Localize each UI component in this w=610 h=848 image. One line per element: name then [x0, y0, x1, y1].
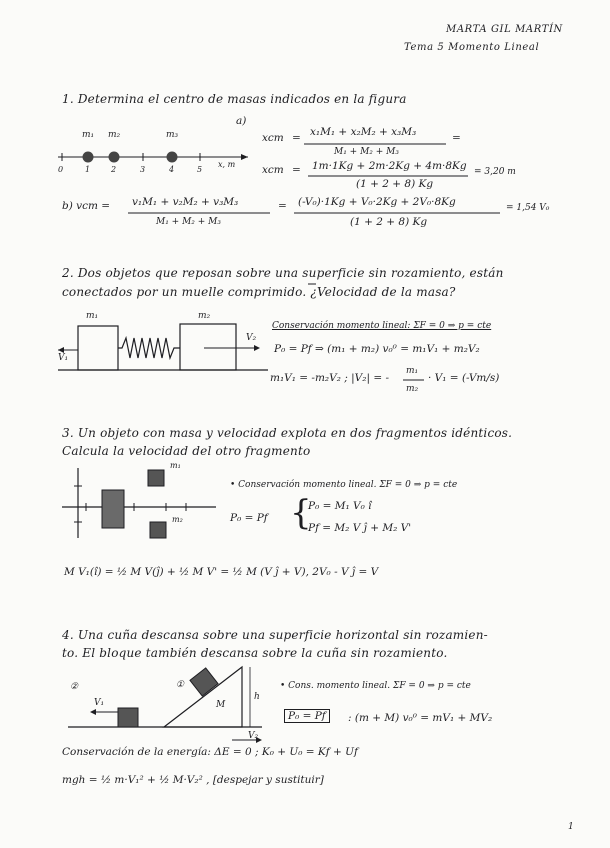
block-state-1 [190, 668, 218, 696]
xcm-calc-numerator: 1m·1Kg + 2m·2Kg + 4m·8Kg [312, 160, 467, 172]
q3-final-eq: M V₁(î) = ½ M V(ĵ) + ½ M V' = ½ M (V ĵ + V), 2V₀ - V ĵ = V [64, 566, 379, 578]
tick-label-5: 5 [197, 165, 203, 174]
state-2-label: ② [70, 682, 79, 692]
q3-sys-2: Pf = M₂ V ĵ + M₂ V' [308, 522, 412, 534]
vcm-formula-denominator: M₁ + M₂ + M₃ [156, 217, 221, 227]
wedge-mass-label: M [216, 700, 226, 710]
q2-line-2: conectados por un muelle comprimido. ¿Velocidad de la masa? [62, 285, 456, 299]
xcm-label: xcm [262, 164, 284, 176]
q4-p0-pf: P₀ = Pf [284, 709, 330, 723]
vcm-formula-numerator: v₁M₁ + v₂M₂ + v₃M₃ [132, 196, 239, 208]
page-number: 1 [568, 822, 574, 832]
equals-sign: = [292, 164, 301, 176]
author-name: MARTA GIL MARTÍN [446, 24, 563, 35]
q2-line-1: 2. Dos objetos que reposan sobre una superficie sin rozamiento, están [62, 266, 504, 280]
q3-line-2: Calcula la velocidad del otro fragmento [62, 444, 311, 458]
mass-1-label: m₁ [82, 130, 95, 140]
vcm-calc-denominator: (1 + 2 + 8) Kg [350, 216, 428, 228]
tick-label-2: 2 [111, 165, 117, 174]
tick-label-0: 0 [58, 165, 64, 174]
q4-momentum-eq: : (m + M) v₀⁰ = mV₁ + MV₂ [348, 712, 493, 724]
part-a-label: a) [236, 115, 247, 127]
topic-title: Tema 5 Momento Lineal [404, 42, 540, 53]
equals-sign: = [452, 132, 461, 144]
mass-3-label: m₃ [166, 130, 179, 140]
tick-label-1: 1 [85, 165, 91, 174]
tick-label-3: 3 [140, 165, 146, 174]
q4-mgh-eq: mgh = ½ m·V₁² + ½ M·V₂² , [despejar y sustituir] [62, 774, 324, 786]
height-label: h [254, 692, 260, 702]
q4-conservation: • Cons. momento lineal. ΣF = 0 ⇒ p = cte [280, 681, 471, 691]
fragment-2-label: m₂ [172, 515, 183, 524]
vcm-calc-numerator: (-V₀)·1Kg + V₀·2Kg + 2V₀·8Kg [298, 196, 456, 208]
q3-p0-pf: P₀ = Pf [230, 512, 268, 524]
vcm-result: = 1,54 V₀ [506, 203, 550, 213]
xcm-formula-numerator: x₁M₁ + x₂M₂ + x₃M₃ [310, 126, 417, 138]
system-brace: { [290, 493, 312, 533]
q2-conservation: Conservación momento lineal: ΣF = 0 ⇒ p = cte [272, 321, 492, 331]
equals-sign: = [278, 200, 287, 212]
v1-label: V₁ [58, 353, 69, 363]
xcm-formula-denominator: M₁ + M₂ + M₃ [334, 147, 399, 157]
m2-label: m₂ [198, 311, 211, 321]
mass-2-label: m₂ [108, 130, 121, 140]
v2-label: V₂ [248, 731, 259, 741]
q4-line-1: 4. Una cuña descansa sobre una superficie horizontal sin rozamien- [62, 628, 488, 642]
q4-line-2: to. El bloque también descansa sobre la cuña sin rozamiento. [62, 646, 448, 660]
xcm-calc-denominator: (1 + 2 + 8) Kg [356, 178, 434, 190]
state-1-label: ① [176, 680, 185, 690]
block-state-2 [118, 708, 138, 727]
part-b-label: b) vcm = [62, 200, 111, 212]
tick-label-4: 4 [169, 165, 175, 174]
q3-conservation: • Conservación momento lineal. ΣF = 0 ⇒ p = cte [230, 480, 458, 490]
q4-energy-eq: Conservación de la energía: ΔE = 0 ; K₀ + U₀ = Kf + Uf [62, 746, 358, 758]
v1-label: V₁ [94, 698, 105, 708]
axis-label: x, m [218, 160, 236, 169]
q2-fraction-den: m₂ [406, 384, 419, 394]
q3-line-1: 3. Un objeto con masa y velocidad explota en dos fragmentos idénticos. [62, 426, 513, 440]
q2-velocity-result: · V₁ = (-Vm/s) [428, 372, 500, 384]
q1-question: 1. Determina el centro de masas indicados en la figura [62, 92, 407, 106]
m1-label: m₁ [86, 311, 99, 321]
xcm-label: xcm [262, 132, 284, 144]
q2-fraction-num: m₁ [406, 366, 419, 376]
q2-velocity-eq: m₁V₁ = -m₂V₂ ; |V₂| = - [270, 372, 390, 384]
equals-sign: = [292, 132, 301, 144]
q2-momentum-eq: P₀ = Pf ⇒ (m₁ + m₂) v₀⁰ = m₁V₁ + m₂V₂ [274, 343, 480, 355]
xcm-result: = 3,20 m [474, 167, 516, 177]
q3-sys-1: P₀ = M₁ V₀ î [308, 500, 372, 512]
fragment-1-label: m₁ [170, 461, 181, 470]
v2-label: V₂ [246, 333, 257, 343]
